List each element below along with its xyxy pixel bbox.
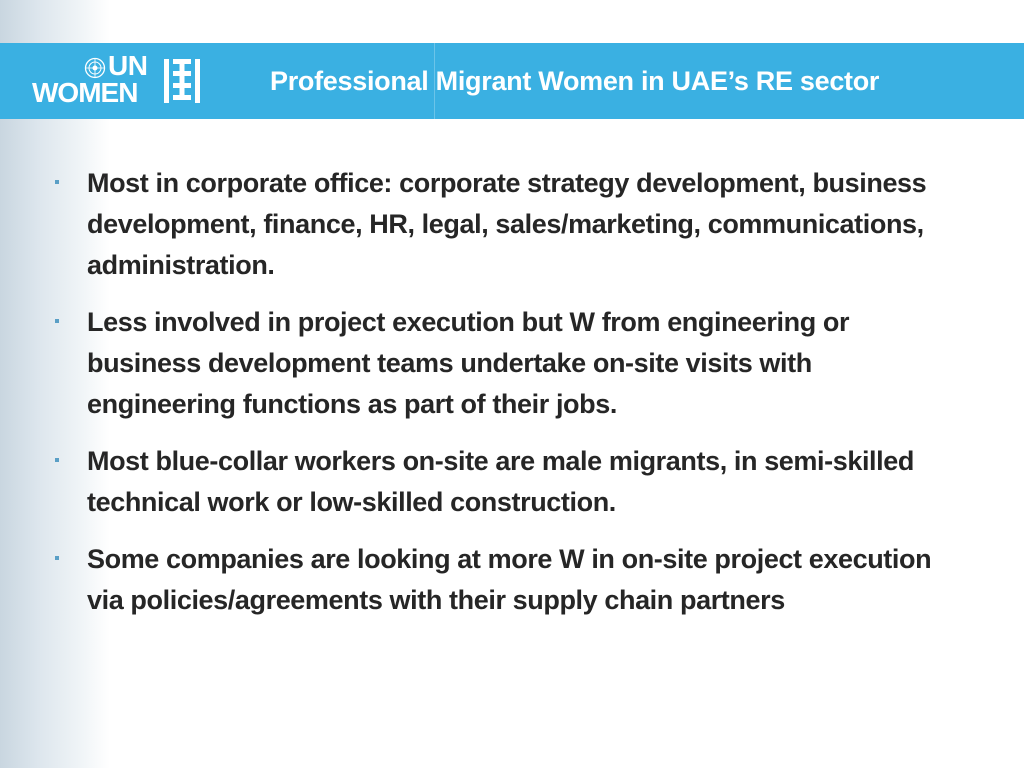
bullet-item [55, 163, 955, 286]
square-bullet-icon [55, 180, 59, 184]
logo-women-text: WOMEN [32, 77, 138, 108]
bullet-text: Some companies are looking at more W in on-site project execution via policies/agreements with their supply chain partners [87, 544, 932, 615]
un-women-logo [32, 50, 212, 109]
bullet-item [55, 441, 955, 523]
bullet-text: Most blue-collar workers on-site are male migrants, in semi-skilled technical work or low-skilled construction. [87, 446, 914, 517]
bullet-item [55, 302, 955, 425]
women-symbol-icon [162, 55, 202, 107]
bullet-text: Less involved in project execution but W from engineering or business development teams undertake on-site visits with engineering functions as part of their jobs. [87, 307, 850, 419]
square-bullet-icon [55, 319, 59, 323]
square-bullet-icon [55, 556, 59, 560]
bullet-text: Most in corporate office: corporate strategy development, business development, finance, HR, legal, sales/marketing, communications, administration. [87, 168, 927, 280]
logo-un-text: UN [108, 50, 148, 81]
bullet-list [55, 163, 955, 637]
slide-title: Professional Migrant Women in UAE’s RE sector [270, 66, 880, 96]
square-bullet-icon [55, 458, 59, 462]
bullet-item [55, 539, 955, 621]
header-bar [0, 43, 1024, 119]
un-emblem-icon [84, 57, 106, 79]
